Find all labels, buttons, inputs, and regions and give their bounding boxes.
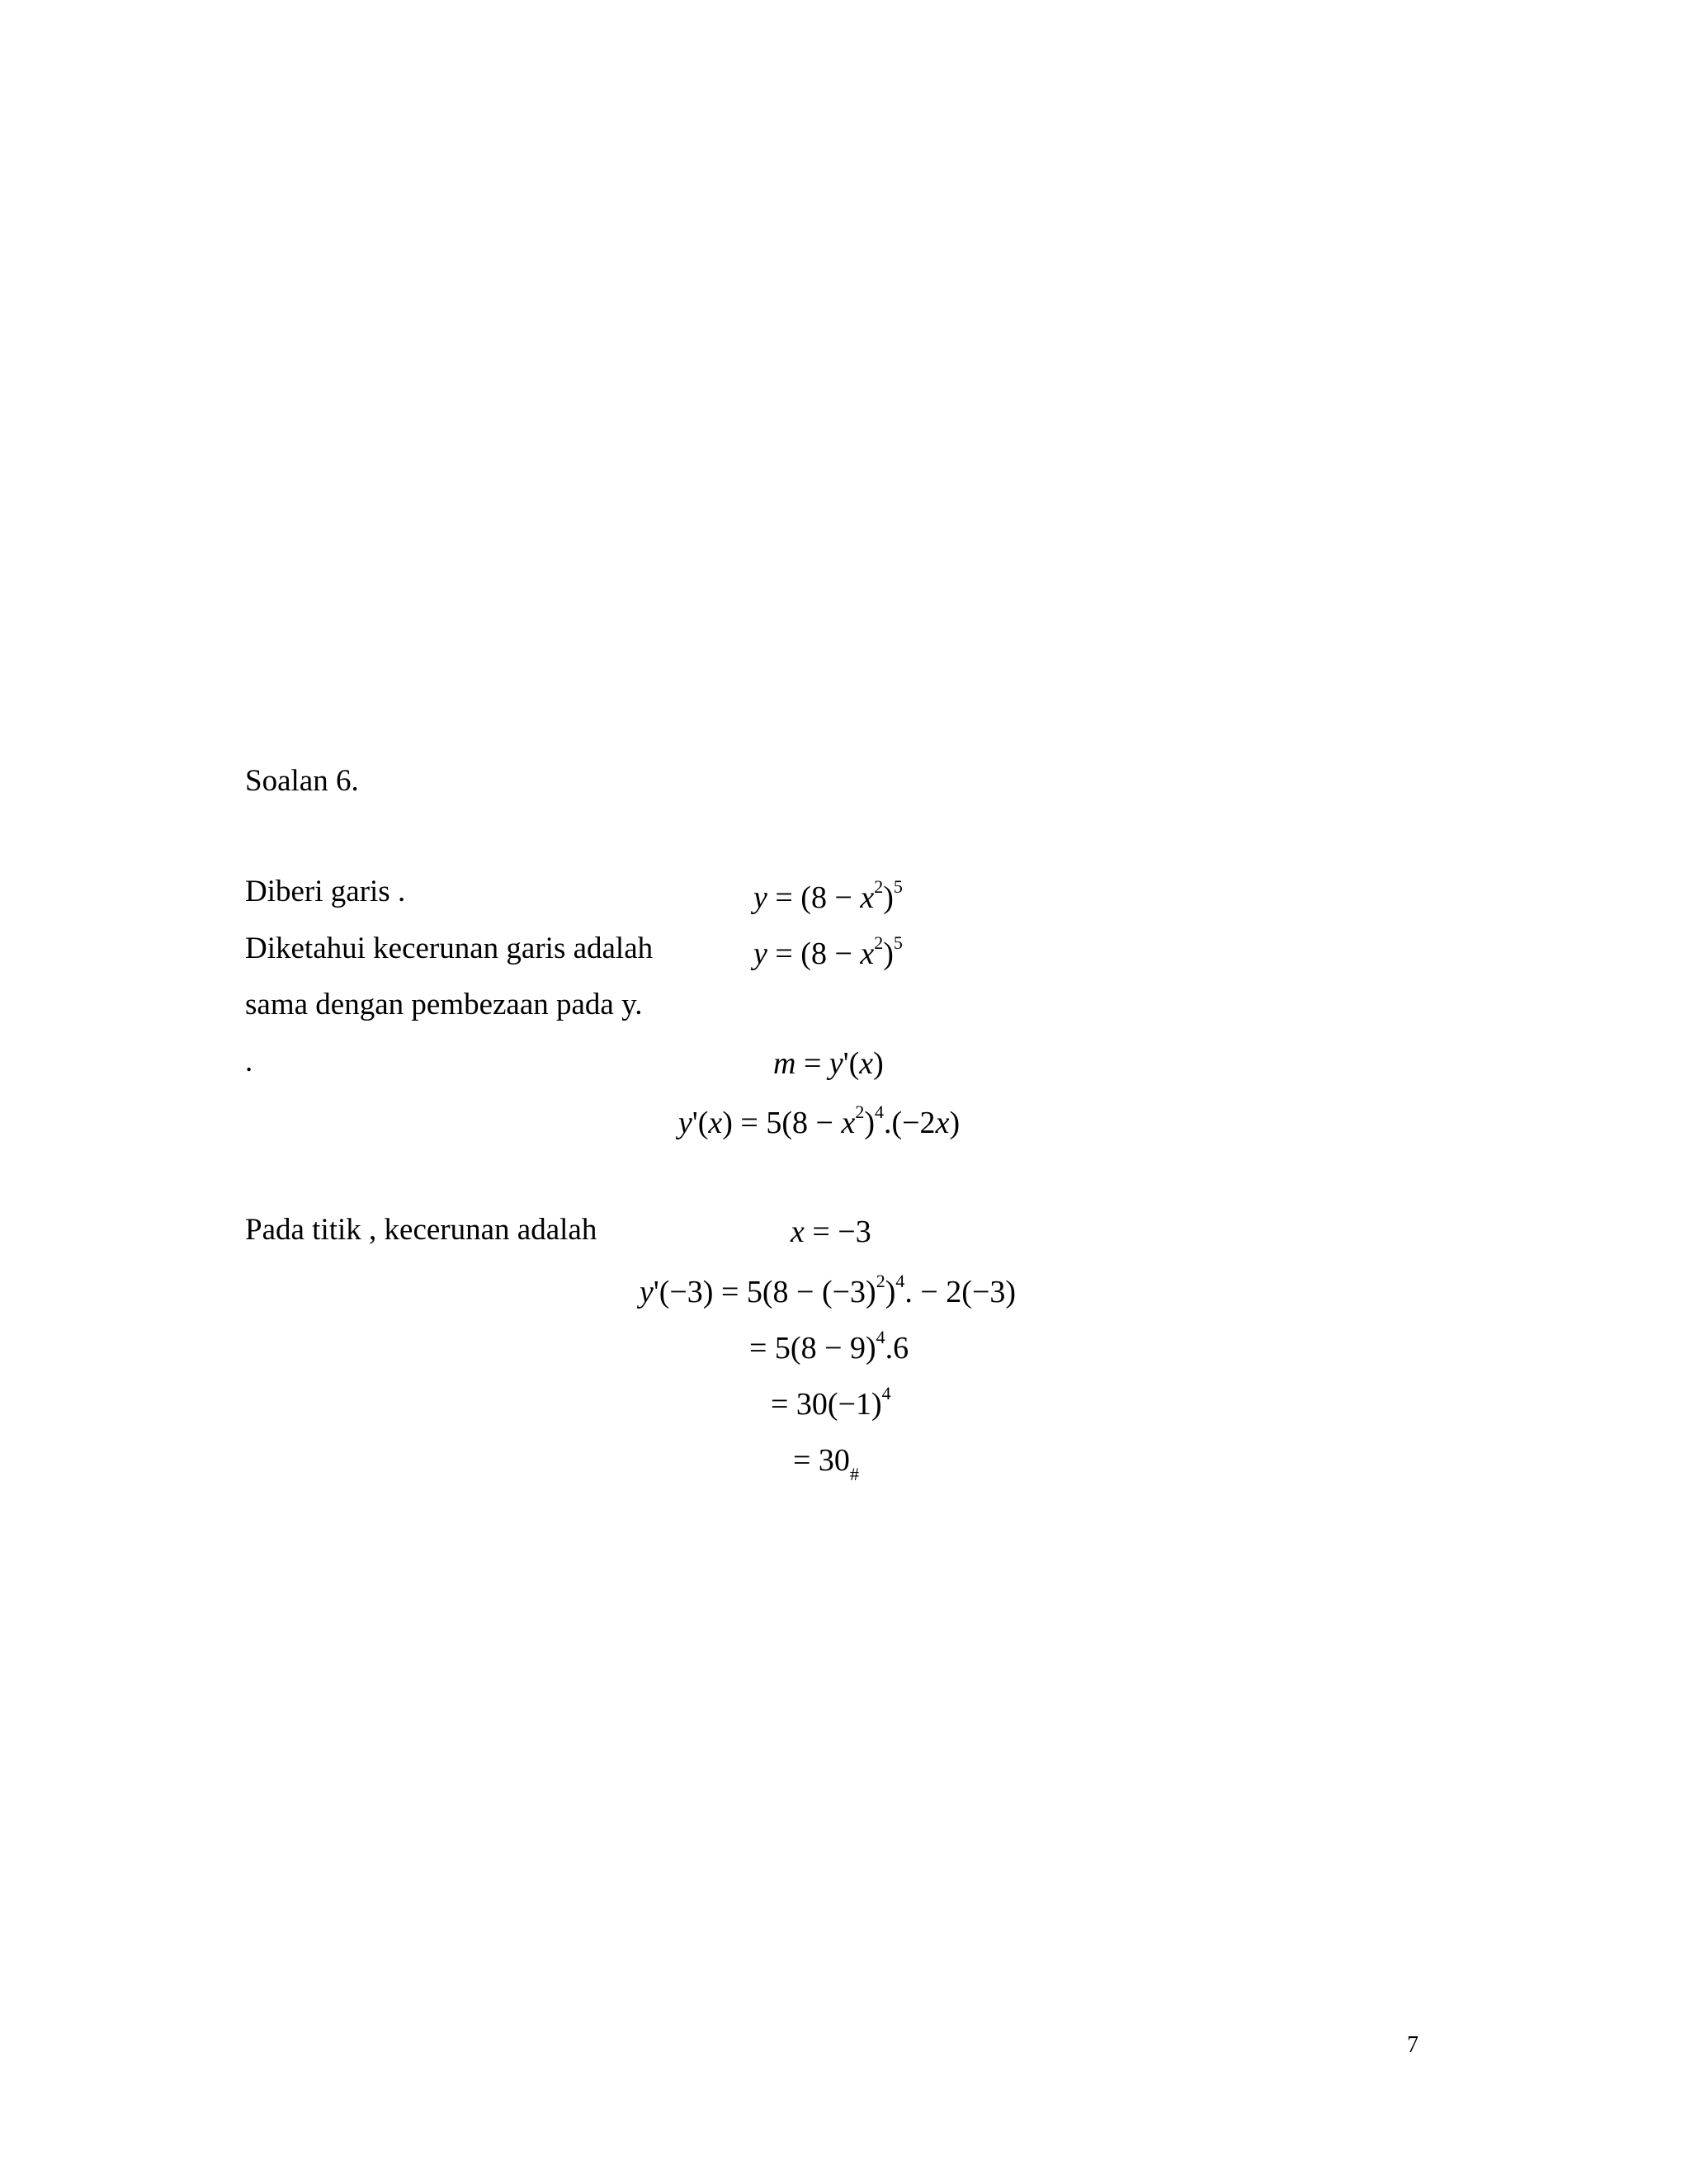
equation-final-answer: = $30_{\#}$ — [793, 1443, 859, 1484]
question-heading: Soalan 6. — [245, 764, 359, 798]
equation-gradient-definition: m = y'(x) — [773, 1046, 884, 1081]
text-line-at-point: Pada titik , kecerunan adalah — [245, 1213, 597, 1247]
text-line-derivative: sama dengan pembezaan pada y. — [245, 988, 643, 1021]
text-line-dot: . — [245, 1045, 253, 1078]
text-line-given-line: Diberi garis . — [245, 875, 406, 908]
text-line-gradient-known: Diketahui kecerunan garis adalah — [245, 932, 654, 965]
equation-line-2: $y = (8 - x^2)^5$ — [753, 932, 903, 971]
equation-step-1: = $5(8 - 9)^4.6$ — [749, 1327, 909, 1366]
equation-x-value: x = −3 — [791, 1215, 871, 1249]
equation-step-2: = $30(-1)^4$ — [771, 1383, 891, 1422]
page-number: 7 — [1407, 2032, 1419, 2058]
equation-substitution: $y'(-3) = 5(8 - (-3)^2)^4$. − 2(−3) — [640, 1271, 1017, 1309]
equation-derivative: $y'(x) = 5(8 - x^2)^4.(-2x)$ — [678, 1101, 961, 1140]
equation-line-1: $y = (8 - x^2)^5$ — [753, 876, 903, 915]
